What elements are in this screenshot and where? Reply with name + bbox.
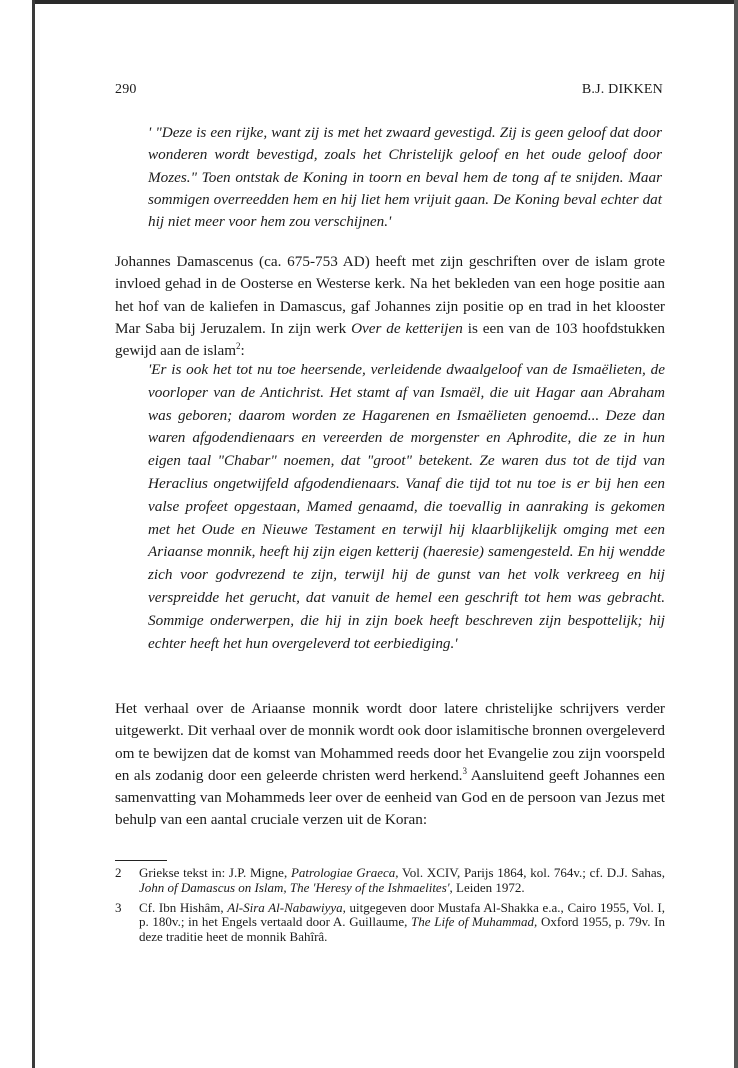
running-header [115,82,663,98]
work-title: Over de ketterijen [351,319,463,337]
block-quote-king [148,122,662,233]
footnote-2-i1: Patrologiae Graeca, [290,865,399,880]
footnote-2-t1: Griekse tekst in: J.P. Migne, [139,865,291,880]
block-quote-king-text: ' "Deze is een rijke, want zij is met het zwaard gevestigd. Zij is geen geloof dat door wonderen wordt bevestigd, zoals het Christelijk geloof en het oude geloof door Mozes." Toen ontstak de Koning in toorn en beval hem de tong af te snijden. Maar sommigen overreedden hem en hij liet hem vrijuit gaan. De Koning beval echter dat hij niet meer voor hem zou verschijnen.' [148,124,662,231]
footnote-3-t3: Oxford 1955, p. 79v. In deze traditie heet de monnik Bahîrâ. [139,914,665,945]
paragraph-1-text-after: is een van de 103 hoofdstukken gewijd aan de islam [115,319,665,360]
footnote-text [139,901,665,945]
paragraph-1-text-before: Johannes Damascenus (ca. 675-753 AD) heeft met zijn geschriften over de islam grote invloed gehad in de Oosterse en Westerse kerk. Na het bekleden van een hoge positie aan het hof van de kaliefen in Damascus, gaf Johannes zijn positie op en trad in het klooster Mar Saba bij Jeruzalem. In zijn werk [115,253,665,337]
footnote-2-i2: John of Damascus on Islam, The 'Heresy of the Ishmaelites' [139,879,450,895]
book-page [35,4,734,1068]
footnote-3-i2: The Life of Muhammad, [411,914,538,930]
footnote-3 [115,901,665,945]
paragraph-2-text-after: Aansluitend geeft Johannes een samenvatting van Mohammeds leer over de eenheid van God en de persoon van Jezus met behulp van een aantal cruciale verzen uit de Koran: [115,766,665,829]
footnote-3-t1: Cf. Ibn Hishâm, [139,899,228,915]
paragraph-1-colon: : [240,342,245,360]
footnote-text [139,866,665,896]
footnote-separator [115,860,167,861]
footnote-2-t2: Vol. XCIV, Parijs 1864, kol. 764v.; cf. D.J. Sahas, [398,865,665,880]
footnote-number: 2 [115,865,122,880]
scan-border-right [734,0,738,1068]
page-number: 290 [115,82,137,97]
running-title: B.J. DIKKEN [581,82,663,97]
block-quote-heresies-text: 'Er is ook het tot nu toe heersende, verleidende dwaalgeloof van de Ismaëlieten, de voorloper van de Antichrist. Het stamt af van Ismaël, die uit Hagar aan Abraham was geboren; daarom worden ze Hagarenen en Ismaëlieten genoemd... Deze dan waren afgodendienaars en vereerden de morgenster en Aphrodite, die ze in hun eigen taal "Chabar" noemen, dat "groot" betekent. Ze waren dus tot de tijd van Heraclius ongetwijfeld afgodendienaars. Vanaf die tijd tot nu toe is er bij hen een valse profeet opgestaan, Mamed genaamd, die toevallig in aanraking is gekomen met het Oude en Nieuwe Testament en terwijl hij klaarblijkelijk omging met een Ariaanse monnik, heeft hij zijn eigen ketterij (haeresie) samengesteld. En hij wendde zich voor godvrezend te zijn, terwijl hij de gunst van het volk verkreeg en hij verspreidde het gerucht, dat vanuit de hemel een geschrift tot hem was gebracht. Sommige onderwerpen, die hij in zijn boek heeft beschreven zijn bespottelijk; hij echter heeft het hun overgeleverd tot eerbiediging.' [148,361,665,652]
footnote-ref-2: 2 [236,341,241,352]
footnotes [115,866,665,950]
footnote-ref-3: 3 [462,765,467,776]
paragraph-johannes-damascenus [115,251,665,362]
paragraph-2-text-before: Het verhaal over de Ariaanse monnik wordt door latere christelijke schrijvers verder uitgewerkt. Dit verhaal over de monnik wordt ook door islamitische bronnen overgeleverd om te bewijzen dat de komst van Mohammed reeds door het Evangelie zou zijn voorspeld en als zodanig door een geleerde christen werd herkend. [115,700,665,784]
block-quote-heresies [148,359,665,655]
footnote-2-t3: , Leiden 1972. [449,879,525,895]
footnote-2 [115,866,665,896]
footnote-3-t2: uitgegeven door Mustafa Al-Shakka e.a., Cairo 1955, Vol. I, p. 180v.; in het Engels vertaald door A. Guillaume, [139,899,665,930]
footnote-3-i1: Al-Sira Al-Nabawiyya, [227,899,346,915]
footnote-number: 3 [115,899,122,915]
paragraph-arian-monk [115,698,665,832]
